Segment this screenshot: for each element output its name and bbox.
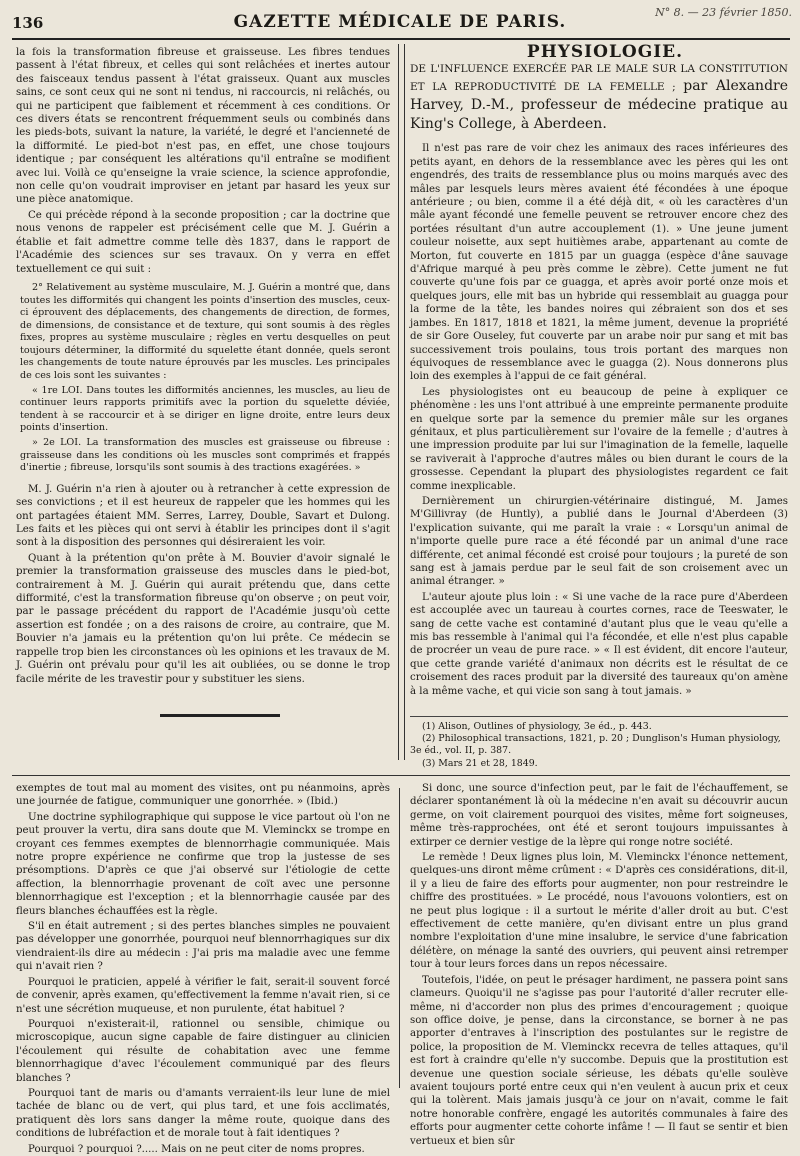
article-title-text: DE L'INFLUENCE EXERCÉE PAR LE MALE SUR LA CONSTITUTION ET LA REPRODUCTIVITÉ DE LA FEMELLE ;: [410, 63, 788, 94]
paragraph: Toutefois, l'idée, on peut le présager hardiment, ne passera point sans clameurs. Quoiqu'il ne s'agisse pas pour l'autorité d'aller recruter elle-même, ni d'accorder non plus des primes d'encouragement ; quoique son office doive, je pense, dans la circonstance, se borner à ne pas apporter d'entraves à l'inscription des postulantes sur le registre de police, la proposition de M. Vleminckx recevra de telles attaques, qu'il est fort à craindre qu'elle n'y succombe. Depuis que la prostitution est devenue une question sociale sérieuse, les débats qu'elle soulève avaient toujours porté entre ceux qui n'en veulent à aucun prix et ceux qui la tolèrent. Mais jamais jusqu'à ce jour on n'avait, comme le fait notre honorable confrère, engagé les autorités communales à faire des efforts pour augmenter cette cohorte infâme ! — Il faut se sentir et bien vertueux et bien sûr: [410, 974, 788, 1147]
paragraph: Une doctrine syphilographique qui suppose le vice partout où l'on ne peut prouver la vertu, dira sans doute que M. Vleminckx se trompe en croyant ces femmes exemptes de blennorrhagie communiquée. Mais notre propre expérience ne confirme que trop la justesse de ses présomptions. D'après ce que j'ai observé sur l'étiologie de cette affection, la blennorrhagie provenant de coït avec une personne blennorrhagique est l'exception ; et la blennorrhagie causée par des fleurs blanches échauffées est la règle.: [16, 811, 390, 917]
quoted-law-2: » 2e LOI. La transformation des muscles est graisseuse ou fibreuse : graisseuse dans les conditions où les muscles sont comprimés et frappés d'inertie ; fibreuse, lorsqu'ils sont soumis à des tractions exagérées. »: [20, 437, 390, 474]
quoted-paragraph: 2° Relativement au système musculaire, M. J. Guérin a montré que, dans toutes les difformités qui changent les points d'insertion des muscles, ceux-ci éprouvent des déplacements, des changements de direction, de formes, de dimensions, de consistance et de texture, qui sont soumis à des règles fixes, propres au système musculaire ; règles en vertu desquelles on peut toujours déterminer, la difformité du squelette étant donnée, quels seront les changements de toute nature éprouvés par les muscles. Les principales de ces lois sont les suivantes :: [20, 281, 390, 382]
column-left-bottom: [16, 782, 390, 1155]
section-rule: [12, 775, 790, 776]
paragraph: Pourquoi le praticien, appelé à vérifier le fait, serait-il souvent forcé de convenir, après examen, qu'effectivement la femme n'avait rien, si ce n'est une sécrétion muqueuse, et non purulente, état habituel ?: [16, 976, 390, 1015]
paragraph: Pourquoi ? pourquoi ?..... Mais on ne peut citer de noms propres.: [28, 1143, 365, 1155]
end-of-article-bar: [160, 714, 280, 717]
column-left-top: [16, 46, 390, 714]
paragraph: M. J. Guérin n'a rien à ajouter ou à retrancher à cette expression de ses convictions ; et il est heureux de rappeler que les hommes qui les ont partagées étaient MM. Serres, Larrey, Double, Savart et Dulong. Les faits et les pièces qui ont servi à établir les principes dont il s'agit sont à la disposition des personnes qui désireraient les voir.: [16, 483, 390, 549]
column-divider-top: [398, 44, 405, 760]
footnotes: [410, 716, 788, 770]
article-title: [410, 61, 788, 134]
page-number: 136: [12, 14, 44, 32]
column-divider-bottom: [399, 788, 400, 1088]
column-right-bottom: [410, 782, 788, 1147]
paragraph: Pourquoi n'existerait-il, rationnel ou sensible, chimique ou microscopique, aucun signe capable de faire distinguer au clinicien l'écoulement qui résulte de cohabitation avec une femme blennorrhagique d'avec l'écoulement communiqué par des fleurs blanches ?: [16, 1018, 390, 1084]
section-heading: PHYSIOLOGIE.: [526, 42, 684, 62]
paragraph: la fois la transformation fibreuse et graisseuse. Les fibres tendues passent à l'état fibreux, et celles qui sont relâchées et inertes autour des faisceaux tendus passent à l'état graisseux. Quant aux muscles sains, ce sont ceux qui ne sont ni tendus, ni raccourcis, ni relâchés, ou qui ne participent que faiblement et récemment à ces conditions. Or ces divers états se rencontrent fréquemment seuls ou combinés dans les pieds-bots, suivant la nature, la variété, le degré et l'ancienneté de la difformité. Le pied-bot n'est pas, en effet, une chose toujours identique ; par conséquent les altérations qu'il entraîne se modifient avec lui. Voilà ce qu'enseigne la vraie science, la science approfondie, non celle qu'on voudrait improviser en jetant par hasard les yeux sur une pièce anatomique.: [16, 47, 390, 206]
footnote: (1) Alison, Outlines of physiology, 3e éd., p. 443.: [422, 721, 652, 732]
paragraph: Il n'est pas rare de voir chez les animaux des races inférieures des petits ayant, en dehors de la ressemblance avec les pères qui les ont engendrés, des traits de ressemblance plus ou moins marqués avec des mâles par lesquels leurs mères avaient été fécondées à une époque antérieure ; ou bien, comme il a été déjà dit, « où les caractères d'un mâle ayant fécondé une femelle peuvent se retrouver encore chez des portées résultant d'un autre accouplement (1). » Une jeune jument couleur noisette, aux sept huitièmes arabe, appartenant au comte de Morton, fut couverte en 1815 par un guagga (espèce d'âne sauvage d'Afrique marqué à peu près comme le zèbre). Cette jument ne fut couverte qu'une fois par ce guagga, et après avoir porté onze mois et quelques jours, elle mit bas un hybride qui ressemblait au guagga pour la forme de la tête, les bandes noires qui zébraient son dos et ses jambes. En 1817, 1818 et 1821, la même jument, devenue la propriété de sir Gore Ouseley, fut couverte par un arabe noir pur sang et mit bas successivement trois poulains, tous trois portant des marques non équivoques de ressemblance avec le guagga (2). Nous donnerons plus loin des exemples à l'appui de ce fait général.: [410, 143, 788, 383]
journal-title: GAZETTE MÉDICALE DE PARIS.: [233, 12, 567, 32]
quoted-law-1: « 1re LOI. Dans toutes les difformités anciennes, les muscles, au lieu de continuer leurs rapports primitifs avec la portion du squelette déviée, tendent à se raccourcir et à se diriger en ligne droite, entre leurs deux points d'insertion.: [20, 384, 390, 434]
paragraph: Les physiologistes ont eu beaucoup de peine à expliquer ce phénomène : les uns l'ont attribué à une empreinte permanente produite en quelque sorte par la semence du premier mâle sur les organes génitaux, et plus particulièrement sur l'ovaire de la femelle ; d'autres à une impression produite par lui sur l'imagination de la femelle, laquelle se raviverait à l'approche d'autres mâles ou bien durant le cours de la grossesse. Cependant la plupart des physiologistes regardent ce fait comme inexplicable.: [410, 386, 788, 492]
footnote: (2) Philosophical transactions, 1821, p. 20 ; Dunglison's Human physiology, 3e éd., vol. II, p. 387.: [410, 733, 781, 757]
paragraph: Le remède ! Deux lignes plus loin, M. Vleminckx l'énonce nettement, quelques-uns diront même crûment : « D'après ces considérations, dit-il, il y a lieu de faire des efforts pour augmenter, non pour restreindre le chiffre des prostituées. » Le procédé, nous l'avouons volontiers, est on ne peut plus logique : il a surtout le mérite d'aller droit au but. C'est effectivement de cette manière, qu'en divisant entre un plus grand nombre l'exploitation d'une mine insalubre, le service d'une fabrication délétère, on ménage la santé des ouvriers, qui peuvent ainsi retremper tour à tour leurs forces dans un repos nécessaire.: [410, 852, 788, 971]
paragraph: S'il en était autrement ; si des pertes blanches simples ne pouvaient pas développer une gonorrhée, pourquoi neuf blennorrhagiques sur dix viendraient-ils dire au médecin : J'ai pris ma maladie avec une femme qui n'avait rien ?: [16, 921, 390, 973]
paragraph: Ce qui précède répond à la seconde proposition ; car la doctrine que nous venons de rappeler est précisément celle que M. J. Guérin a établie et fait admettre comme telle dès 1837, dans le rapport de l'Académie des sciences sur ses travaux. On y verra en effet textuellement ce qui suit :: [16, 209, 390, 275]
paragraph: Pourquoi tant de maris ou d'amants verraient-ils leur lune de miel tachée de blanc ou de vert, qui plus tard, et une fois acclimatés, pratiquent dès lors sans danger la même route, quoique dans des conditions de lubréfaction et de morale tout à fait identiques ?: [16, 1087, 390, 1140]
issue-dateline: N° 8. — 23 février 1850.: [655, 6, 792, 19]
paragraph: Dernièrement un chirurgien-vétérinaire distingué, M. James M'Gillivray (de Huntly), a publié dans le Journal d'Aberdeen (3) l'explication suivante, qui me paraît la vraie : « Lorsqu'un animal de n'importe quelle pure race a été fécondé par un animal d'une race différente, cet animal fécondé est croisé pour toujours ; la pureté de son sang est à jamais perdue par le seul fait de son croisement avec un animal étranger. »: [410, 495, 788, 588]
paragraph: Si donc, une source d'infection peut, par le fait de l'échauffement, se déclarer spontanément là où la médecine n'en avait su découvrir aucun germe, on voit clairement pourquoi des visites, même fort soigneuses, même très-rapprochées, ont été et seront toujours impuissantes à extirper ce dernier vestige de la lèpre qui ronge notre société.: [410, 783, 788, 848]
paragraph: Quant à la prétention qu'on prête à M. Bouvier d'avoir signalé le premier la transformation graisseuse des muscles dans le pied-bot, contrairement à M. J. Guérin qui aurait prétendu que, dans cette difformité, c'est la transformation fibreuse qu'on observe ; on peut voir, par le passage précédent du rapport de l'Académie jusqu'où cette assertion est fondée ; on a des raisons de croire, au contraire, que M. Bouvier n'a jamais eu la prétention qu'on lui prête. Ce médecin se rappelle trop bien les circonstances où les opinions et les travaux de M. J. Guérin ont prévalu pour qu'il les ait oubliées, ou se donne le trop facile mérite de les travestir pour y substituer les siens.: [16, 552, 390, 685]
footnote: (3) Mars 21 et 28, 1849.: [422, 757, 538, 769]
column-right-top: [410, 42, 789, 710]
article-author: par Alexandre Harvey, D.-M., professeur de médecine pratique au King's College, à Aberdeen.: [410, 78, 789, 133]
paragraph: L'auteur ajoute plus loin : « Si une vache de la race pure d'Aberdeen est accouplée avec un taureau à courtes cornes, race de Teeswater, le sang de cette vache est contaminé d'autant plus que le veau qu'elle a mis bas ressemble à l'animal qui l'a fécondée, et elle n'est plus capable de procréer un veau de pure race. » « Il est évident, dit encore l'auteur, que cette grande variété d'animaux non décrits est le résultat de ce croisement des races produit par la diversité des taureaux qu'on amène à la même vache, et qui vicie son sang à tout jamais. »: [410, 591, 788, 697]
header-rule: [12, 38, 790, 40]
paragraph: exemptes de tout mal au moment des visites, ont pu néanmoins, après une journée de fatigue, communiquer une gonorrhée. » (Ibid.): [16, 783, 390, 808]
